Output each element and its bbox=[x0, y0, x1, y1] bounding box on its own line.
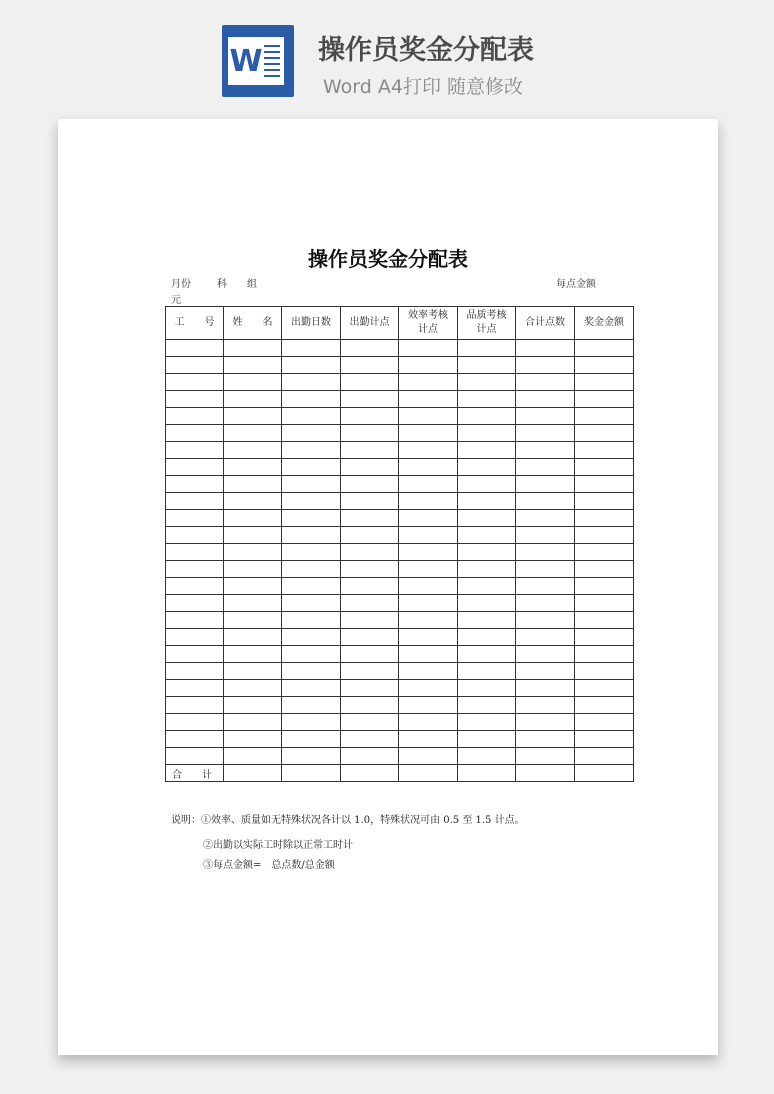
table-row bbox=[166, 578, 634, 595]
meta-month-label: 月份 bbox=[171, 279, 191, 290]
table-cell[interactable] bbox=[166, 408, 224, 425]
table-cell[interactable] bbox=[224, 510, 282, 527]
table-cell[interactable] bbox=[516, 527, 575, 544]
table-cell[interactable] bbox=[341, 527, 399, 544]
table-cell[interactable] bbox=[341, 578, 399, 595]
table-cell[interactable] bbox=[516, 578, 575, 595]
table-cell[interactable] bbox=[282, 680, 341, 697]
table-cell[interactable] bbox=[458, 714, 516, 731]
table-cell[interactable] bbox=[341, 442, 399, 459]
table-cell[interactable] bbox=[458, 748, 516, 765]
table-cell[interactable] bbox=[341, 357, 399, 374]
table-cell[interactable] bbox=[399, 544, 458, 561]
table-cell[interactable] bbox=[282, 442, 341, 459]
table-cell[interactable] bbox=[458, 510, 516, 527]
table-row bbox=[166, 340, 634, 357]
table-cell[interactable] bbox=[399, 425, 458, 442]
word-icon bbox=[222, 25, 294, 97]
table-cell[interactable] bbox=[399, 561, 458, 578]
table-header-line: 计点 bbox=[476, 324, 497, 335]
document-title: 操作员奖金分配表 bbox=[308, 247, 468, 271]
table-cell[interactable] bbox=[341, 493, 399, 510]
note-1: 说明：①效率、质量如无特殊状况各计以 1.0，特殊状况可由 0.5 至 1.5 计点。 bbox=[171, 815, 525, 826]
table-cell[interactable] bbox=[341, 476, 399, 493]
table-total-label: 合 计 bbox=[166, 765, 224, 782]
table-cell[interactable] bbox=[166, 578, 224, 595]
table-cell[interactable] bbox=[575, 629, 634, 646]
document-page bbox=[58, 119, 718, 1055]
table-header-cell: 姓 名 bbox=[224, 307, 282, 340]
table-cell[interactable] bbox=[399, 714, 458, 731]
table-row bbox=[166, 476, 634, 493]
table-cell[interactable] bbox=[282, 374, 341, 391]
table-cell[interactable] bbox=[458, 442, 516, 459]
table-cell[interactable] bbox=[224, 748, 282, 765]
meta-yuan-label: 元 bbox=[171, 295, 181, 306]
table-cell[interactable] bbox=[166, 561, 224, 578]
table-cell[interactable] bbox=[166, 731, 224, 748]
banner-title: 操作员奖金分配表 bbox=[318, 35, 534, 66]
table-cell[interactable] bbox=[575, 442, 634, 459]
table-cell[interactable] bbox=[282, 748, 341, 765]
table-cell[interactable] bbox=[399, 765, 458, 782]
table-header-cell bbox=[458, 307, 516, 340]
table-cell[interactable] bbox=[166, 459, 224, 476]
table-cell[interactable] bbox=[575, 459, 634, 476]
table-cell[interactable] bbox=[341, 612, 399, 629]
table-row bbox=[166, 357, 634, 374]
table-cell[interactable] bbox=[516, 595, 575, 612]
table-cell[interactable] bbox=[341, 748, 399, 765]
table-cell[interactable] bbox=[341, 510, 399, 527]
table-cell[interactable] bbox=[516, 731, 575, 748]
table-row bbox=[166, 663, 634, 680]
table-cell[interactable] bbox=[575, 646, 634, 663]
table-cell[interactable] bbox=[224, 442, 282, 459]
table-cell[interactable] bbox=[575, 476, 634, 493]
table-cell[interactable] bbox=[575, 510, 634, 527]
table-cell[interactable] bbox=[399, 527, 458, 544]
table-cell[interactable] bbox=[341, 459, 399, 476]
table-cell[interactable] bbox=[458, 680, 516, 697]
table-cell[interactable] bbox=[282, 629, 341, 646]
table-cell[interactable] bbox=[516, 357, 575, 374]
table-cell[interactable] bbox=[341, 340, 399, 357]
table-cell[interactable] bbox=[516, 510, 575, 527]
table-cell[interactable] bbox=[282, 731, 341, 748]
table-cell[interactable] bbox=[341, 561, 399, 578]
table-cell[interactable] bbox=[516, 408, 575, 425]
table-cell[interactable] bbox=[399, 697, 458, 714]
table-header-cell: 奖金金额 bbox=[575, 307, 634, 340]
table-cell[interactable] bbox=[516, 493, 575, 510]
table-cell[interactable] bbox=[458, 493, 516, 510]
table-cell[interactable] bbox=[458, 595, 516, 612]
table-cell[interactable] bbox=[166, 595, 224, 612]
table-cell[interactable] bbox=[399, 459, 458, 476]
table-cell[interactable] bbox=[166, 680, 224, 697]
table-cell[interactable] bbox=[399, 476, 458, 493]
table-cell[interactable] bbox=[224, 765, 282, 782]
table-cell[interactable] bbox=[458, 578, 516, 595]
table-cell[interactable] bbox=[166, 510, 224, 527]
table-cell[interactable] bbox=[516, 561, 575, 578]
table-cell[interactable] bbox=[224, 459, 282, 476]
banner bbox=[0, 0, 774, 110]
meta-section-label: 科 组 bbox=[217, 279, 257, 290]
table-row bbox=[166, 629, 634, 646]
table-cell[interactable] bbox=[575, 357, 634, 374]
table-cell[interactable] bbox=[341, 714, 399, 731]
table-row bbox=[166, 595, 634, 612]
table-total-row bbox=[166, 765, 634, 782]
table-row bbox=[166, 391, 634, 408]
table-cell[interactable] bbox=[166, 391, 224, 408]
table-cell[interactable] bbox=[575, 374, 634, 391]
table-cell[interactable] bbox=[282, 408, 341, 425]
table-cell[interactable] bbox=[575, 765, 634, 782]
table-cell[interactable] bbox=[282, 544, 341, 561]
table-cell[interactable] bbox=[458, 544, 516, 561]
table-cell[interactable] bbox=[516, 680, 575, 697]
table-cell[interactable] bbox=[224, 680, 282, 697]
table-cell[interactable] bbox=[516, 714, 575, 731]
table-cell[interactable] bbox=[341, 374, 399, 391]
table-header-cell: 出勤日数 bbox=[282, 307, 341, 340]
table-row bbox=[166, 561, 634, 578]
table-cell[interactable] bbox=[282, 425, 341, 442]
table-cell[interactable] bbox=[516, 442, 575, 459]
table-cell[interactable] bbox=[224, 340, 282, 357]
table-cell[interactable] bbox=[224, 663, 282, 680]
table-cell[interactable] bbox=[516, 765, 575, 782]
table-cell[interactable] bbox=[516, 340, 575, 357]
table-cell[interactable] bbox=[399, 629, 458, 646]
table-cell[interactable] bbox=[458, 612, 516, 629]
table-cell[interactable] bbox=[224, 714, 282, 731]
table-cell[interactable] bbox=[341, 391, 399, 408]
table-cell[interactable] bbox=[399, 391, 458, 408]
table-cell[interactable] bbox=[341, 646, 399, 663]
table-cell[interactable] bbox=[516, 476, 575, 493]
table-cell[interactable] bbox=[341, 408, 399, 425]
table-cell[interactable] bbox=[341, 765, 399, 782]
table-cell[interactable] bbox=[224, 578, 282, 595]
table-cell[interactable] bbox=[166, 493, 224, 510]
table-cell[interactable] bbox=[224, 646, 282, 663]
table-cell[interactable] bbox=[575, 493, 634, 510]
table-cell[interactable] bbox=[458, 340, 516, 357]
table-cell[interactable] bbox=[399, 493, 458, 510]
table-cell[interactable] bbox=[458, 646, 516, 663]
table-cell[interactable] bbox=[575, 408, 634, 425]
table-row bbox=[166, 442, 634, 459]
bonus-table bbox=[165, 306, 634, 782]
table-cell[interactable] bbox=[282, 340, 341, 357]
table-cell[interactable] bbox=[224, 357, 282, 374]
table-cell[interactable] bbox=[575, 748, 634, 765]
table-cell[interactable] bbox=[399, 663, 458, 680]
table-cell[interactable] bbox=[224, 561, 282, 578]
table-cell[interactable] bbox=[282, 357, 341, 374]
word-icon-letter: W bbox=[228, 37, 264, 85]
table-cell[interactable] bbox=[224, 527, 282, 544]
table-row bbox=[166, 680, 634, 697]
table-header-line: 计点 bbox=[418, 324, 438, 335]
table-cell[interactable] bbox=[224, 425, 282, 442]
table-cell[interactable] bbox=[575, 663, 634, 680]
table-cell[interactable] bbox=[282, 612, 341, 629]
table-cell[interactable] bbox=[516, 425, 575, 442]
table-cell[interactable] bbox=[399, 442, 458, 459]
table-cell[interactable] bbox=[516, 612, 575, 629]
table-header-cell bbox=[399, 307, 458, 340]
table-cell[interactable] bbox=[516, 629, 575, 646]
table-cell[interactable] bbox=[399, 680, 458, 697]
table-cell[interactable] bbox=[282, 510, 341, 527]
table-row bbox=[166, 527, 634, 544]
table-cell[interactable] bbox=[166, 663, 224, 680]
table-row bbox=[166, 510, 634, 527]
table-cell[interactable] bbox=[458, 731, 516, 748]
table-cell[interactable] bbox=[282, 714, 341, 731]
table-row bbox=[166, 459, 634, 476]
table-cell[interactable] bbox=[166, 442, 224, 459]
table-cell[interactable] bbox=[575, 714, 634, 731]
table-cell[interactable] bbox=[341, 663, 399, 680]
table-cell[interactable] bbox=[399, 374, 458, 391]
table-cell[interactable] bbox=[575, 340, 634, 357]
table-row bbox=[166, 748, 634, 765]
table-cell[interactable] bbox=[458, 459, 516, 476]
table-cell[interactable] bbox=[575, 697, 634, 714]
table-row bbox=[166, 714, 634, 731]
table-row bbox=[166, 646, 634, 663]
table-cell[interactable] bbox=[224, 374, 282, 391]
table-row bbox=[166, 697, 634, 714]
table-cell[interactable] bbox=[166, 374, 224, 391]
table-cell[interactable] bbox=[575, 731, 634, 748]
table-cell[interactable] bbox=[575, 612, 634, 629]
table-cell[interactable] bbox=[224, 595, 282, 612]
table-cell[interactable] bbox=[458, 561, 516, 578]
table-cell[interactable] bbox=[458, 476, 516, 493]
table-cell[interactable] bbox=[282, 765, 341, 782]
table-cell[interactable] bbox=[224, 493, 282, 510]
table-cell[interactable] bbox=[458, 697, 516, 714]
table-header-row bbox=[166, 307, 634, 340]
table-cell[interactable] bbox=[458, 357, 516, 374]
table-cell[interactable] bbox=[224, 476, 282, 493]
table-cell[interactable] bbox=[575, 680, 634, 697]
table-cell[interactable] bbox=[166, 340, 224, 357]
table-cell[interactable] bbox=[458, 374, 516, 391]
table-cell[interactable] bbox=[341, 680, 399, 697]
table-cell[interactable] bbox=[282, 578, 341, 595]
table-cell[interactable] bbox=[341, 595, 399, 612]
table-cell[interactable] bbox=[224, 612, 282, 629]
table-cell[interactable] bbox=[516, 663, 575, 680]
table-cell[interactable] bbox=[282, 476, 341, 493]
table-cell[interactable] bbox=[458, 408, 516, 425]
table-cell[interactable] bbox=[224, 731, 282, 748]
table-cell[interactable] bbox=[516, 459, 575, 476]
table-cell[interactable] bbox=[575, 578, 634, 595]
table-cell[interactable] bbox=[458, 663, 516, 680]
table-cell[interactable] bbox=[166, 748, 224, 765]
table-cell[interactable] bbox=[575, 595, 634, 612]
table-cell[interactable] bbox=[224, 544, 282, 561]
table-cell[interactable] bbox=[516, 646, 575, 663]
table-cell[interactable] bbox=[341, 425, 399, 442]
table-cell[interactable] bbox=[166, 697, 224, 714]
table-cell[interactable] bbox=[224, 391, 282, 408]
table-cell[interactable] bbox=[224, 408, 282, 425]
note-3: ③每点金额= 总点数/总金额 bbox=[203, 860, 335, 871]
table-cell[interactable] bbox=[282, 663, 341, 680]
table-cell[interactable] bbox=[341, 544, 399, 561]
table-cell[interactable] bbox=[282, 391, 341, 408]
table-cell[interactable] bbox=[458, 391, 516, 408]
table-header-cell: 合计点数 bbox=[516, 307, 575, 340]
table-cell[interactable] bbox=[166, 714, 224, 731]
table-cell[interactable] bbox=[516, 697, 575, 714]
table-cell[interactable] bbox=[166, 425, 224, 442]
table-cell[interactable] bbox=[166, 646, 224, 663]
table-cell[interactable] bbox=[282, 459, 341, 476]
table-row bbox=[166, 731, 634, 748]
table-cell[interactable] bbox=[516, 391, 575, 408]
note-2: ②出勤以实际工时除以正常工时计 bbox=[203, 840, 353, 851]
table-cell[interactable] bbox=[575, 527, 634, 544]
table-cell[interactable] bbox=[575, 425, 634, 442]
table-cell[interactable] bbox=[282, 561, 341, 578]
table-cell[interactable] bbox=[399, 510, 458, 527]
table-cell[interactable] bbox=[458, 425, 516, 442]
table-cell[interactable] bbox=[224, 629, 282, 646]
table-cell[interactable] bbox=[166, 612, 224, 629]
table-row bbox=[166, 493, 634, 510]
table-cell[interactable] bbox=[399, 408, 458, 425]
table-row bbox=[166, 612, 634, 629]
table-row bbox=[166, 544, 634, 561]
table-cell[interactable] bbox=[341, 731, 399, 748]
table-cell[interactable] bbox=[399, 748, 458, 765]
table-cell[interactable] bbox=[458, 765, 516, 782]
table-row bbox=[166, 374, 634, 391]
banner-subtitle: Word A4打印 随意修改 bbox=[323, 76, 524, 98]
table-cell[interactable] bbox=[224, 697, 282, 714]
table-cell[interactable] bbox=[282, 646, 341, 663]
table-cell[interactable] bbox=[575, 561, 634, 578]
table-cell[interactable] bbox=[399, 357, 458, 374]
table-cell[interactable] bbox=[166, 544, 224, 561]
table-cell[interactable] bbox=[341, 629, 399, 646]
table-cell[interactable] bbox=[399, 595, 458, 612]
table-header-cell: 工 号 bbox=[166, 307, 224, 340]
table-cell[interactable] bbox=[458, 629, 516, 646]
table-cell[interactable] bbox=[399, 731, 458, 748]
table-cell[interactable] bbox=[399, 646, 458, 663]
table-cell[interactable] bbox=[282, 527, 341, 544]
table-header-line: 效率考核 bbox=[408, 310, 448, 321]
table-cell[interactable] bbox=[166, 629, 224, 646]
table-cell[interactable] bbox=[282, 595, 341, 612]
table-cell[interactable] bbox=[341, 697, 399, 714]
table-cell[interactable] bbox=[516, 544, 575, 561]
table-header-cell: 出勤计点 bbox=[341, 307, 399, 340]
table-cell[interactable] bbox=[575, 544, 634, 561]
table-row bbox=[166, 408, 634, 425]
table-cell[interactable] bbox=[399, 340, 458, 357]
table-cell[interactable] bbox=[399, 578, 458, 595]
table-cell[interactable] bbox=[166, 476, 224, 493]
table-cell[interactable] bbox=[458, 527, 516, 544]
table-cell[interactable] bbox=[166, 527, 224, 544]
table-cell[interactable] bbox=[516, 374, 575, 391]
meta-per-point-label: 每点金额 bbox=[556, 279, 596, 290]
table-cell[interactable] bbox=[282, 697, 341, 714]
table-cell[interactable] bbox=[399, 612, 458, 629]
table-cell[interactable] bbox=[166, 357, 224, 374]
table-cell[interactable] bbox=[282, 493, 341, 510]
table-cell[interactable] bbox=[516, 748, 575, 765]
table-row bbox=[166, 425, 634, 442]
table-header-line: 品质考核 bbox=[466, 310, 507, 321]
table-cell[interactable] bbox=[575, 391, 634, 408]
